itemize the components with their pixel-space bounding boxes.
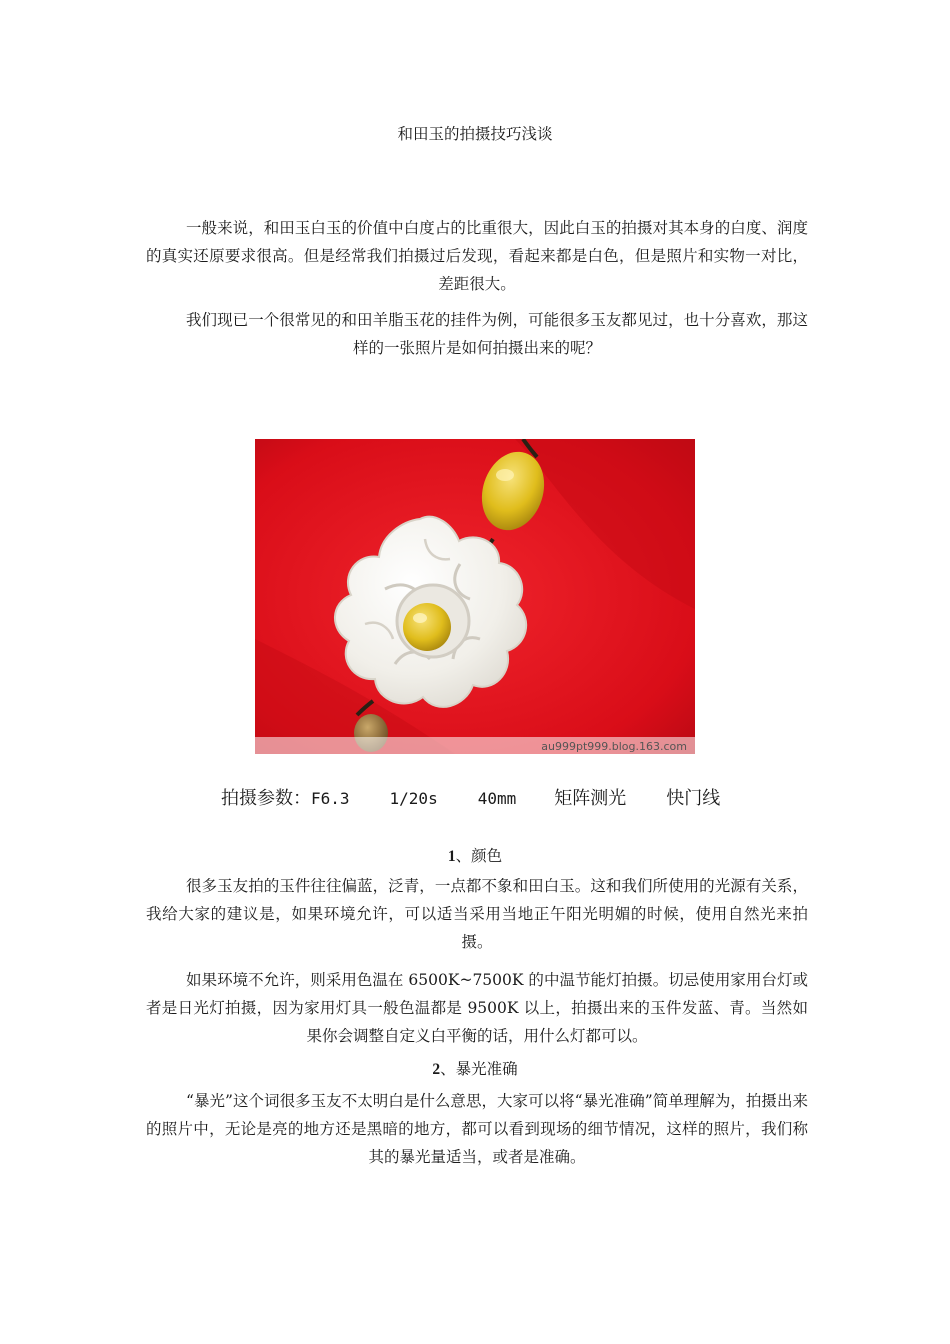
section-heading-exposure: 2、暴光准确 (432, 1060, 518, 1078)
intro-paragraph-1: 一般来说，和田玉白玉的价值中白度占的比重很大，因此白玉的拍摄对其本身的白度、润度的真实还原要求很高。但是经常我们拍摄过后发现，看起来都是白色，但是照片和实物一对比，差距很大。 (146, 219, 808, 293)
param-focal-length: 40mm (477, 789, 517, 808)
photo-watermark: au999pt999.blog.163.com (541, 740, 687, 753)
param-aperture: F6.3 (311, 789, 350, 808)
section-number: 1 (447, 848, 456, 865)
section-heading-color: 1、颜色 (447, 847, 503, 865)
section-2-paragraph-1: “暴光”这个词很多玉友不太明白是什么意思，大家可以将“暴光准确”简单理解为，拍摄出来的照片中，无论是亮的地方还是黑暗的地方，都可以看到现场的细节情况，这样的照片，我们称其的暴光量适当，或者是准确。 (146, 1092, 808, 1166)
section-number: 2 (432, 1061, 441, 1078)
section-1-paragraph-1: 很多玉友拍的玉件往往偏蓝，泛青，一点都不象和田白玉。这和我们所使用的光源有关系，我给大家的建议是，如果环境允许，可以适当采用当地正午阳光明媚的时候，使用自然光来拍摄。 (146, 877, 808, 951)
param-shutter: 1/20s (389, 789, 438, 808)
params-label: 拍摄参数： (221, 788, 311, 809)
param-metering: 矩阵测光 (554, 788, 627, 809)
intro-paragraph-2: 我们现已一个很常见的和田羊脂玉花的挂件为例，可能很多玉友都见过，也十分喜欢，那这样的一张照片是如何拍摄出来的呢？ (186, 311, 808, 357)
center-yellow-bead (403, 603, 451, 651)
shooting-params (221, 784, 720, 814)
param-release: 快门线 (666, 788, 721, 809)
document-title: 和田玉的拍摄技巧浅谈 (397, 125, 553, 143)
section-1-paragraph-2: 如果环境不允许，则采用色温在 6500K~7500K 的中温节能灯拍摄。切忌使用家用台灯或者是日光灯拍摄，因为家用灯具一般色温都是 9500K 以上，拍摄出来的玉件发蓝、青。当然如果你会调整自定义白平衡的话，用什么灯都可以。 (146, 971, 808, 1045)
jade-pendant-photo (255, 439, 695, 754)
